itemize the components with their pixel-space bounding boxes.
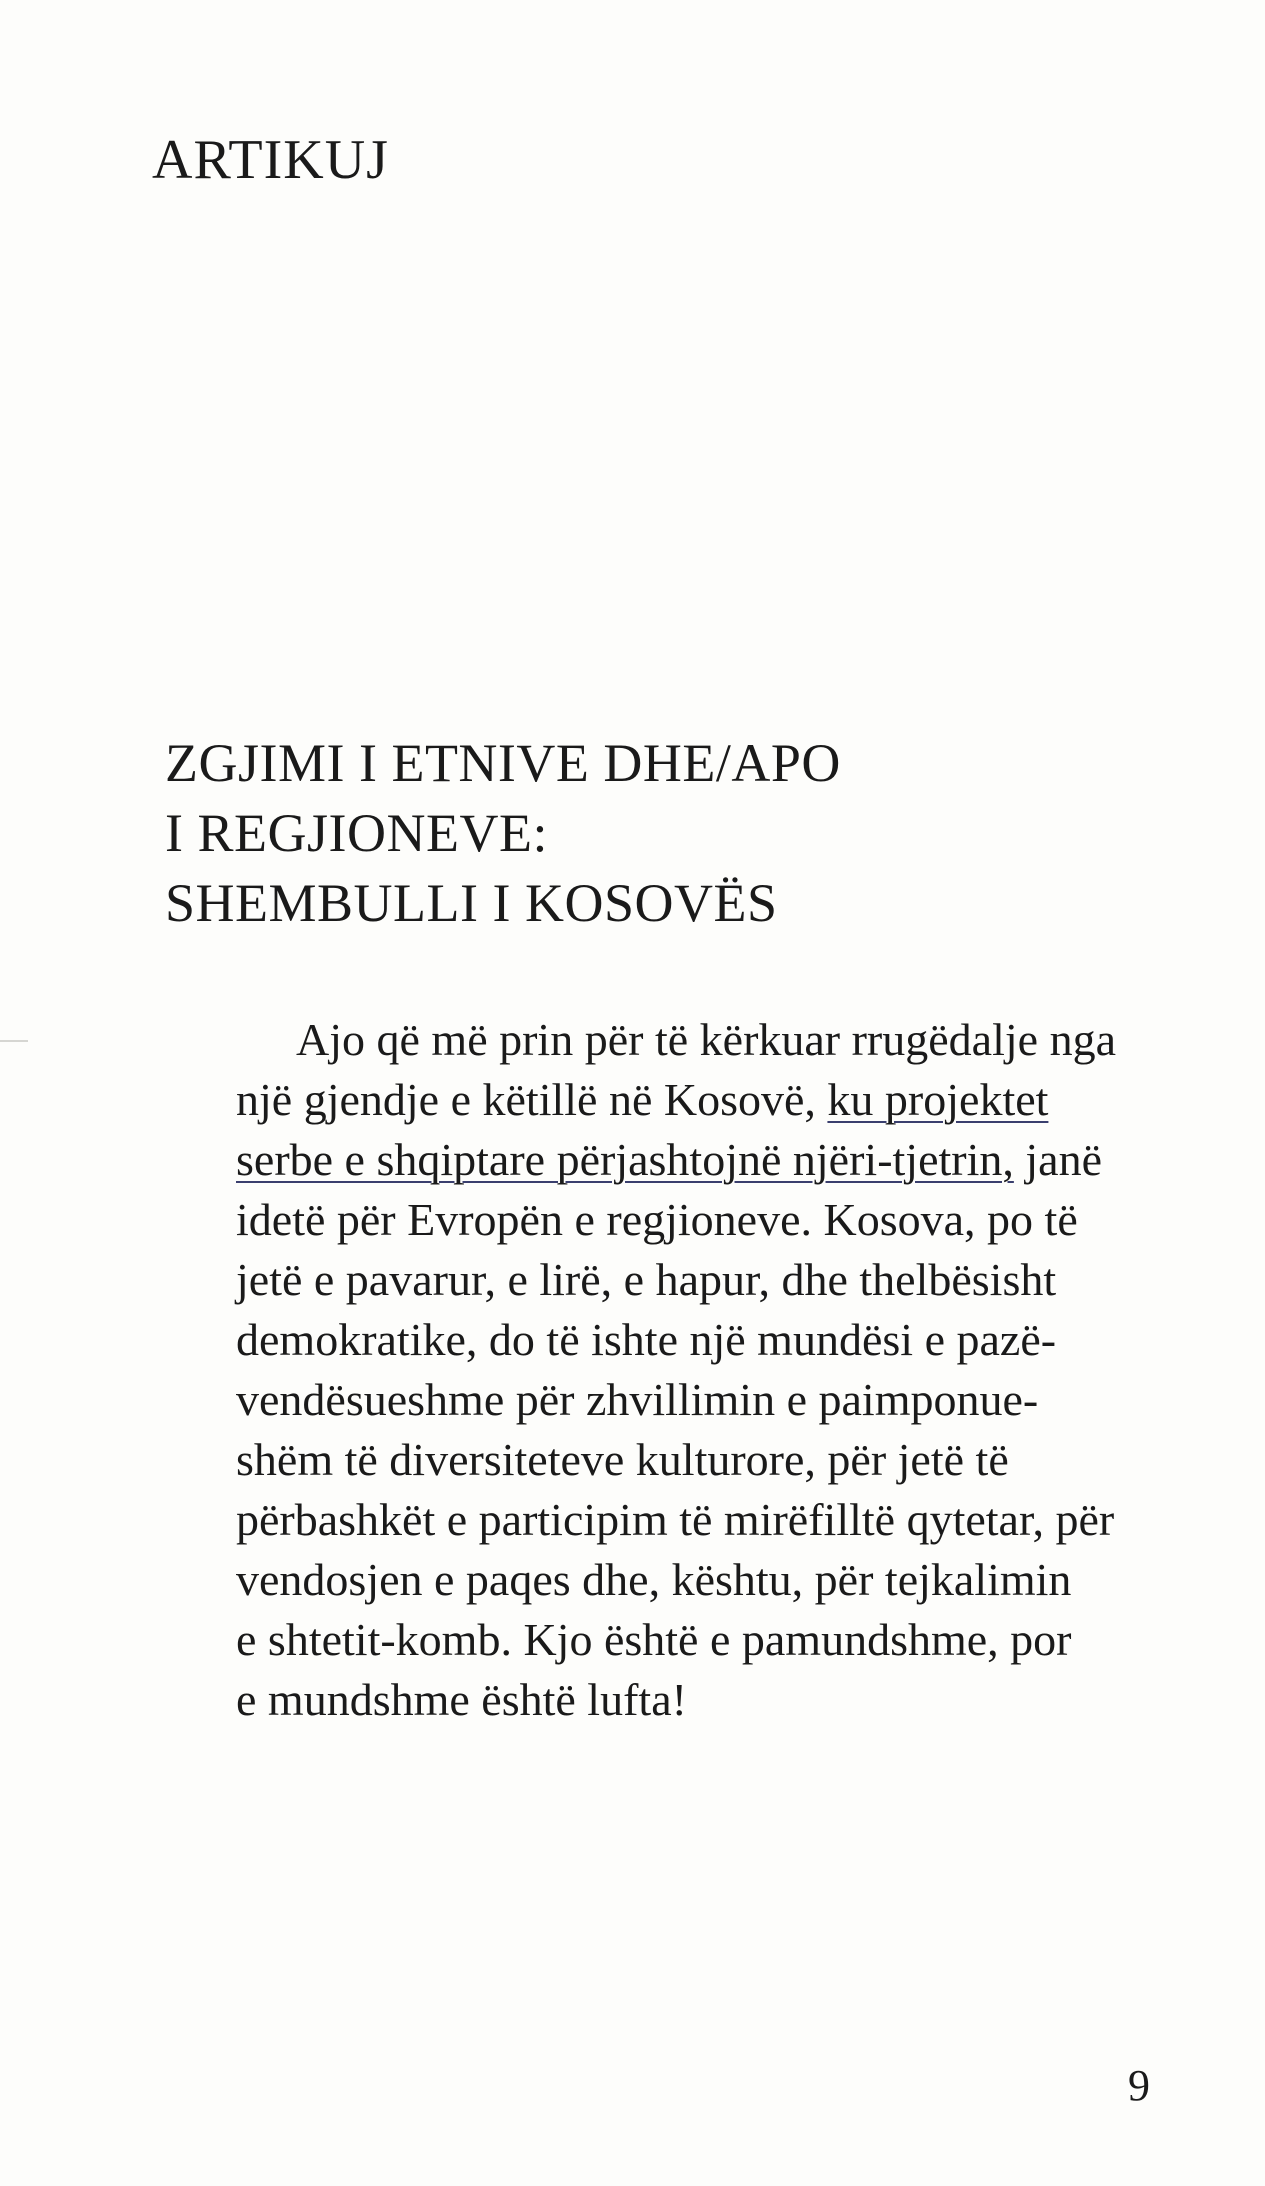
article-title-line-1: ZGJIMI I ETNIVE DHE/APO bbox=[165, 733, 841, 793]
page-edge-mark bbox=[0, 1040, 28, 1042]
paragraph-line-2 bbox=[236, 1070, 1136, 1130]
paragraph-line-3 bbox=[236, 1130, 1136, 1190]
paragraph-line-4: idetë për Evropën e regjioneve. Kosova, po të bbox=[236, 1194, 1078, 1245]
paragraph-line-7: vendësueshme për zhvillimin e paimponue- bbox=[236, 1374, 1039, 1425]
paragraph-line-2-text: një gjendje e këtillë në Kosovë, bbox=[236, 1074, 828, 1125]
paragraph-line-11: e shtetit-komb. Kjo është e pamundshme, por bbox=[236, 1614, 1072, 1665]
paragraph-line-5: jetë e pavarur, e lirë, e hapur, dhe thelbësisht bbox=[236, 1254, 1057, 1305]
article-title-line-3: SHEMBULLI I KOSOVËS bbox=[165, 873, 778, 933]
paragraph-line-8: shëm të diversiteteve kulturore, për jetë të bbox=[236, 1434, 1009, 1485]
article-title bbox=[165, 728, 841, 938]
page-number: 9 bbox=[1128, 2061, 1150, 2110]
section-title: ARTIKUJ bbox=[152, 129, 389, 191]
paragraph-line-9: përbashkët e participim të mirëfilltë qytetar, për bbox=[236, 1494, 1115, 1545]
paragraph-line-6: demokratike, do të ishte një mundësi e pazë- bbox=[236, 1314, 1057, 1365]
underlined-phrase-part-1: ku projektet bbox=[827, 1074, 1049, 1125]
paragraph-line-1: Ajo që më prin për të kërkuar rrugëdalje nga bbox=[296, 1014, 1116, 1065]
paragraph-line-3-text: janë bbox=[1013, 1134, 1102, 1185]
article-title-line-2: I REGJIONEVE: bbox=[165, 803, 548, 863]
paragraph-line-12: e mundshme është lufta! bbox=[236, 1674, 687, 1725]
paragraph-line-10: vendosjen e paqes dhe, kështu, për tejkalimin bbox=[236, 1554, 1072, 1605]
article-paragraph bbox=[236, 1010, 1136, 1730]
underlined-phrase-part-2: serbe e shqiptare përjashtojnë njëri-tjetrin, bbox=[236, 1134, 1014, 1185]
